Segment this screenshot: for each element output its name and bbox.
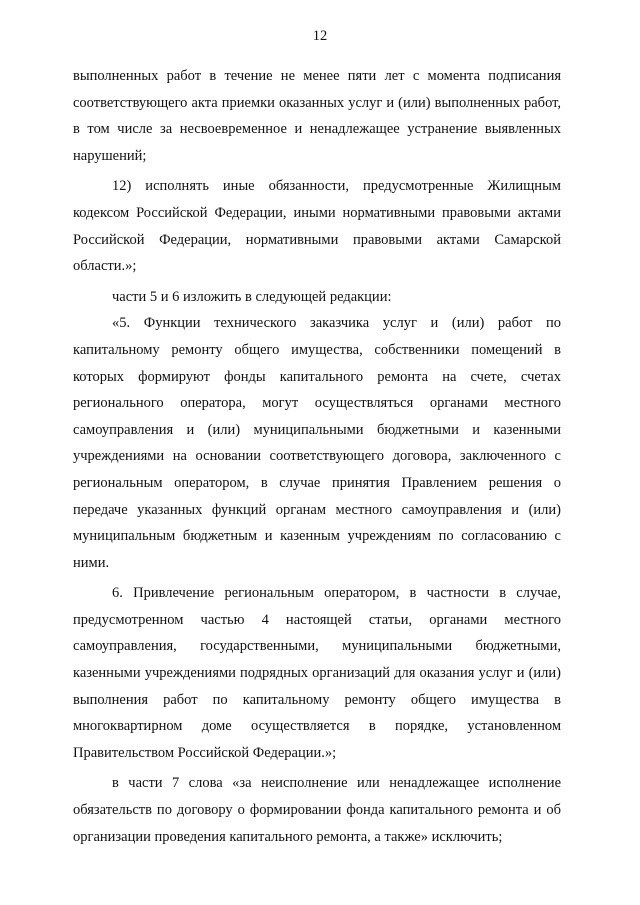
paragraph-continuation: выполненных работ в течение не менее пяти лет с момента подписания соответствующего акта приемки оказанных услуг и (или) выполненных работ, в том числе за несвоевременное и ненадлежащее устранение выявленных нарушений;: [73, 68, 561, 164]
document-body: [73, 63, 561, 850]
paragraph-part-6: 6. Привлечение региональным оператором, в частности в случае, предусмотренном частью 4 настоящей статьи, органами местного самоуправления, государственными, муниципальными бюджетными, казенными учреждениями подрядных организаций для оказания услуг и (или) выполнения работ по капитальному ремонту общего имущества в многоквартирном доме осуществляется в порядке, установленном Правительством Российской Федерации.»;: [73, 585, 561, 761]
paragraph-part-5: «5. Функции технического заказчика услуг и (или) работ по капитальному ремонту общего имущества, собственники помещений в которых формируют фонды капитального ремонта на счете, счетах регионального оператора, могут осуществляться органами местного самоуправления и (или) муниципальными бюджетными и казенными учреждениями на основании соответствующего договора, заключенного с региональным оператором, в случае принятия Правлением решения о передаче указанных функций органам местного самоуправления и (или) муниципальным бюджетным и казенным учреждениям по согласованию с ними.: [73, 315, 561, 571]
paragraph-part-7: в части 7 слова «за неисполнение или ненадлежащее исполнение обязательств по договору о формировании фонда капитального ремонта и об организации проведения капитального ремонта, а также» исключить;: [73, 775, 561, 845]
page-number: 12: [312, 28, 328, 44]
paragraph-parts-5-6-intro: части 5 и 6 изложить в следующей редакции:: [112, 288, 392, 305]
paragraph-item-12: 12) исполнять иные обязанности, предусмотренные Жилищным кодексом Российской Федерации, иными нормативными правовыми актами Российской Федерации, нормативными правовыми актами Самарской области.»;: [73, 178, 561, 275]
